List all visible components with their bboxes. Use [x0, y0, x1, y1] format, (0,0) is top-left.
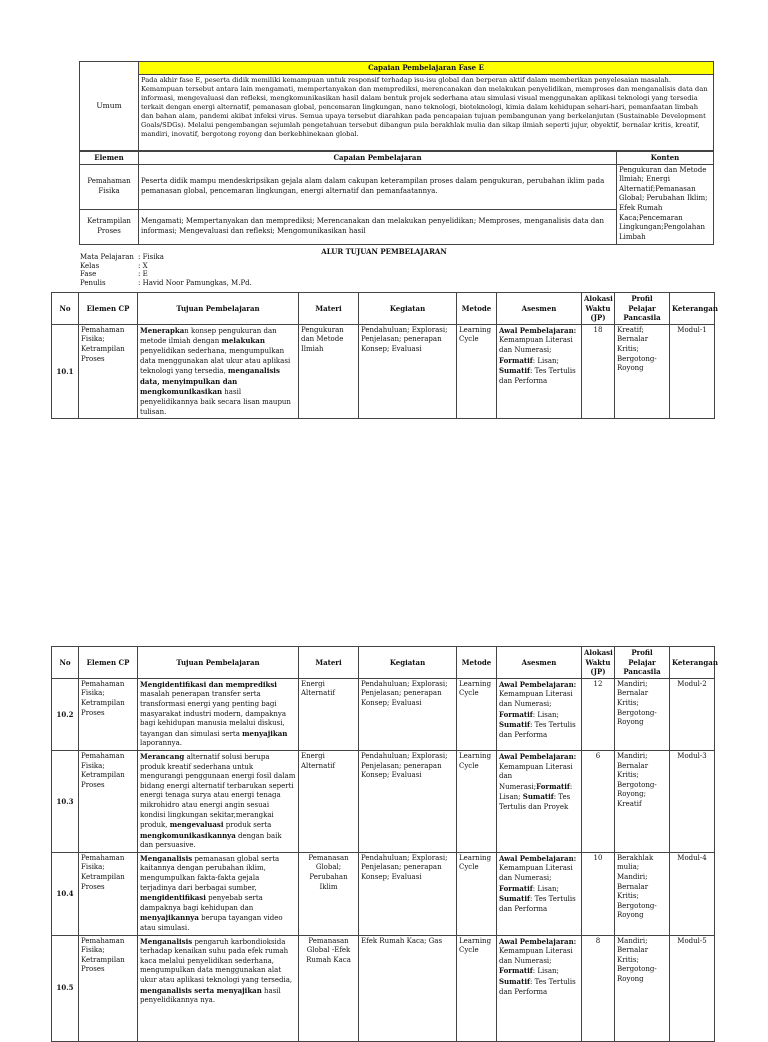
- tujuan-bold: Mengidentifikasi dan memprediksi: [140, 679, 277, 689]
- header-materi: Materi: [299, 647, 359, 679]
- header-alokasi: Alokasi Waktu (JP): [582, 647, 615, 679]
- tujuan-text: masalah penerapan transfer serta transformasi energi yang penting bagi masyarakat industri modern, dampaknya bagi kehidupan manusia melalui diskusi, tayangan dan simulasi serta: [140, 690, 287, 738]
- asesmen-bold: Sumatif: [499, 720, 530, 730]
- tujuan-bold: menyajikannya: [140, 913, 199, 923]
- row-elemen: Pemahaman Fisika; Ketrampilan Proses: [79, 678, 138, 750]
- header-no: No: [52, 647, 79, 679]
- asesmen-bold: Awal Pembelajaran:: [499, 853, 577, 863]
- asesmen-text: : Lisan;: [499, 782, 573, 802]
- header-ket: Keterangan: [670, 647, 715, 679]
- row-ket: Modul-3: [670, 750, 715, 852]
- asesmen-text: Kemampuan Literasi dan Numerasi;: [499, 864, 573, 883]
- header-asesmen: Asesmen: [497, 293, 582, 325]
- asesmen-text: : Lisan;: [532, 710, 559, 719]
- asesmen-bold: Sumatif: [499, 894, 530, 904]
- row-materi: Pemanasan Global -Efek Rumah Kaca: [299, 935, 359, 1041]
- meta-row: [80, 279, 252, 288]
- row-asesmen: [497, 750, 582, 852]
- row-number: 10.5: [52, 935, 79, 1041]
- row-kegiatan: Pendahuluan; Explorasi; Penjelasan; penerapan Konsep; Evaluasi: [359, 678, 457, 750]
- meta-row: [80, 270, 252, 279]
- tujuan-text: hasil penyelidikannya baik secara lisan maupun tulisan.: [140, 388, 291, 416]
- row-number: 10.2: [52, 678, 79, 750]
- meta-value: : X: [138, 261, 148, 270]
- header-profil: Profil Pelajar Pancasila: [615, 293, 670, 325]
- asesmen-bold: Awal Pembelajaran:: [499, 751, 577, 761]
- elemen-ketrampilan: Ketrampilan Proses: [80, 209, 139, 244]
- meta-key: Mata Pelajaran: [80, 253, 134, 261]
- asesmen-bold: Sumatif: [522, 792, 554, 802]
- asesmen-text: : Tes Tertulis dan Proyek: [499, 793, 571, 811]
- table-row: [52, 935, 715, 1041]
- asesmen-text: Kemampuan Literasi dan Numerasi;: [499, 762, 573, 791]
- tujuan-text: n konsep pengukuran dan metode ilmiah dengan: [140, 326, 277, 346]
- tujuan-text: pengaruh karbondioksida terhadap kenaikan suhu pada efek rumah kaca melalui penyelidikan sederhana, mengumpulkan data menggunakan alat ukur atau aplikasi teknologi yang tersedia,: [140, 937, 293, 984]
- table-row: [52, 678, 715, 750]
- row-jp: 12: [582, 678, 615, 750]
- header-kegiatan: Kegiatan: [359, 293, 457, 325]
- asesmen-text: : Lisan;: [532, 884, 559, 893]
- row-metode: Learning Cycle: [457, 324, 497, 418]
- asesmen-bold: Sumatif: [499, 977, 530, 986]
- asesmen-text: : Tes Tertulis dan Performa: [499, 895, 576, 913]
- asesmen-bold: Awal Pembelajaran:: [499, 325, 577, 335]
- row-jp: 8: [582, 935, 615, 1041]
- table-row: [52, 852, 715, 935]
- fase-heading: Capaian Pembelajaran Fase E: [139, 62, 714, 75]
- asesmen-bold: Awal Pembelajaran:: [499, 936, 577, 946]
- header-tujuan: Tujuan Pembelajaran: [138, 647, 299, 679]
- row-tujuan: [138, 852, 299, 935]
- tujuan-bold: menganalisis serta menyajikan: [140, 985, 262, 995]
- meta-value: : E: [138, 270, 148, 279]
- asesmen-bold: Sumatif: [499, 366, 530, 376]
- row-jp: 6: [582, 750, 615, 852]
- meta-value: : Fisika: [138, 253, 164, 261]
- elemen-header: Elemen: [80, 152, 139, 165]
- row-ket: Modul-4: [670, 852, 715, 935]
- asesmen-bold: Formatif: [536, 781, 570, 791]
- tujuan-text: alternatif solusi berupa produk kreatif sederhana untuk mengurangi penggunaan energi fosil dalam bidang energi alternatif terbarukan seperti energi tenaga surya atau energi tenaga mikrohidro atau energi angin sesuai kondisi lingkungan sekitar,merangkai produk,: [140, 752, 296, 830]
- asesmen-text: Kemampuan Literasi dan Numerasi;: [499, 947, 573, 965]
- row-asesmen: [497, 324, 582, 418]
- asesmen-text: : Tes Tertulis dan Performa: [499, 367, 576, 385]
- tujuan-bold: menyajikan: [242, 728, 288, 738]
- asesmen-text: : Tes Tertulis dan Performa: [499, 978, 576, 996]
- tujuan-text: dengan baik dan persuasive.: [140, 831, 282, 850]
- header-tujuan: Tujuan Pembelajaran: [138, 293, 299, 325]
- asesmen-bold: Formatif: [499, 355, 533, 365]
- tujuan-bold: mengevaluasi: [169, 820, 224, 830]
- row-profil: Berakhlak mulia; Mandiri; Bernalar Kritis; Bergotong-Royong: [615, 852, 670, 935]
- tujuan-bold: menganalisis data, menyimpulkan dan mengkomunikasikan: [140, 366, 280, 397]
- tujuan-text: penyebab serta dampaknya bagi kehidupan dan: [140, 894, 263, 912]
- tujuan-text: penyelidikan sederhana, mengumpulkan data menggunakan alat ukur atau aplikasi teknologi yang tersedia,: [140, 346, 291, 376]
- row-asesmen: [497, 852, 582, 935]
- table-row: [52, 750, 715, 852]
- row-kegiatan: Pendahuluan; Explorasi; Penjelasan; penerapan Konsep; Evaluasi: [359, 852, 457, 935]
- row-ket: Modul-1: [670, 324, 715, 418]
- row-kegiatan: Efek Rumah Kaca; Gas: [359, 935, 457, 1041]
- tujuan-bold: Menganalisis: [140, 853, 193, 863]
- header-metode: Metode: [457, 647, 497, 679]
- row-tujuan: [138, 935, 299, 1041]
- row-elemen: Pemahaman Fisika; Ketrampilan Proses: [79, 935, 138, 1041]
- row-kegiatan: Pendahuluan; Explorasi; Penjelasan; penerapan Konsep; Evaluasi: [359, 750, 457, 852]
- asesmen-text: : Lisan;: [532, 967, 559, 976]
- cp-header: Capaian Pembelajaran: [139, 152, 617, 165]
- asesmen-bold: Awal Pembelajaran:: [499, 679, 577, 689]
- row-kegiatan: Pendahuluan; Explorasi; Penjelasan; penerapan Konsep; Evaluasi: [359, 324, 457, 418]
- atp-table-1: [51, 292, 718, 419]
- asesmen-bold: Formatif: [499, 966, 533, 976]
- row-elemen: Pemahaman Fisika; Ketrampilan Proses: [79, 750, 138, 852]
- row-number: 10.4: [52, 852, 79, 935]
- row-profil: Mandiri; Bernalar Kritis; Bergotong-Royong: [615, 678, 670, 750]
- row-tujuan: [138, 324, 299, 418]
- tujuan-bold: mengkomunikasikannya: [140, 830, 236, 840]
- tujuan-bold: melakukan: [221, 336, 265, 346]
- header-kegiatan: Kegiatan: [359, 647, 457, 679]
- elemen-pemahaman: Pemahaman Fisika: [80, 164, 139, 209]
- row-materi: Energi Alternatif: [299, 750, 359, 852]
- asesmen-text: Kemampuan Literasi dan Numerasi;: [499, 336, 573, 354]
- row-profil: Mandiri; Bernalar Kritis; Bergotong-Royong; Kreatif: [615, 750, 670, 852]
- row-elemen: Pemahaman Fisika; Ketrampilan Proses: [79, 852, 138, 935]
- fase-table: [79, 61, 714, 151]
- row-materi: Energi Alternatif: [299, 678, 359, 750]
- row-metode: Learning Cycle: [457, 678, 497, 750]
- asesmen-text: Kemampuan Literasi dan Numerasi;: [499, 690, 573, 708]
- header-elemen: Elemen CP: [79, 647, 138, 679]
- cp-pemahaman: Peserta didik mampu mendeskripsikan gejala alam dalam cakupan keterampilan proses dalam pengukuran, perubahan iklim pada pemanasan global, pencemaran lingkungan, energi alternatif dan pemanfaatannya.: [139, 164, 617, 209]
- meta-key: Penulis: [80, 278, 106, 287]
- header-materi: Materi: [299, 293, 359, 325]
- table-row: [52, 324, 715, 418]
- cp-ketrampilan: Mengamati; Mempertanyakan dan memprediksi; Merencanakan dan melakukan penyelidikan; Memproses, menganalisis data dan informasi; Mengevaluasi dan refleksi; Mengomunikasikan hasil: [139, 209, 617, 244]
- meta-value: : Havid Noor Pamungkas, M.Pd.: [138, 278, 252, 287]
- asesmen-bold: Formatif: [499, 883, 533, 893]
- meta-row: [80, 262, 252, 271]
- asesmen-text: : Lisan;: [532, 356, 559, 365]
- tujuan-text: hasil penyelidikannya nya.: [140, 986, 281, 1005]
- row-jp: 10: [582, 852, 615, 935]
- header-ket: Keterangan: [670, 293, 715, 325]
- row-asesmen: [497, 678, 582, 750]
- meta-key: Fase: [80, 270, 97, 279]
- row-metode: Learning Cycle: [457, 935, 497, 1041]
- row-elemen: Pemahaman Fisika; Ketrampilan Proses: [79, 324, 138, 418]
- header-no: No: [52, 293, 79, 325]
- tujuan-text: pemanasan global serta kaitannya dengan perubahan iklim, mengumpulkan fakta-fakta gejala terjadinya dari berbagai sumber,: [140, 854, 280, 892]
- row-ket: Modul-5: [670, 935, 715, 1041]
- row-asesmen: [497, 935, 582, 1041]
- tujuan-bold: mengidentifikasi: [140, 893, 206, 903]
- row-profil: Mandiri; Bernalar Kritis; Bergotong-Royong: [615, 935, 670, 1041]
- header-asesmen: Asesmen: [497, 647, 582, 679]
- row-materi: Pemanasan Global; Perubahan Iklim: [299, 852, 359, 935]
- fase-text: Pada akhir fase E, peserta didik memiliki kemampuan untuk responsif terhadap isu-isu global dan berperan aktif dalam memberikan penyelesaian masalah. Kemampuan tersebut antara lain mengamati, mempertanyakan dan memprediksi, merencanakan dan melakukan penyelidikan, memproses dan menganalisis data dan informasi, mengevaluasi dan refleksi, mengkomunikasikan hasil dalam bentuk projek sederhana atau simulasi visual menggunakan aplikasi teknologi yang tersedia terkait dengan energi alternatif, pemanasan global, pencemaran lingkungan, nano teknologi, bioteknologi, kimia dalam kehidupan sehari-hari, pemanfaatan limbah dan bahan alam, pandemi akibat infeksi virus. Semua upaya tersebut diarahkan pada pencapaian tujuan pembangunan yang berkelanjutan (Sustainable Development Goals/SDGs). Melalui pengembangan sejumlah pengetahuan tersebut dibangun pula berakhlak mulia dan sikap ilmiah seperti jujur, obyektif, bernalar kritis, kreatif, mandiri, inovatif, bergotong royong dan berkebhinekaan global.: [139, 74, 714, 150]
- row-number: 10.3: [52, 750, 79, 852]
- row-metode: Learning Cycle: [457, 852, 497, 935]
- row-number: 10.1: [52, 324, 79, 418]
- row-tujuan: [138, 750, 299, 852]
- row-materi: Pengukuran dan Metode Ilmiah: [299, 324, 359, 418]
- fase-label: Umum: [80, 62, 139, 151]
- tujuan-text: produk serta: [223, 821, 272, 830]
- elemen-table: [79, 151, 714, 245]
- header-elemen: Elemen CP: [79, 293, 138, 325]
- atp-table-2: [51, 646, 718, 1042]
- header-alokasi: Alokasi Waktu (JP): [582, 293, 615, 325]
- meta-row: [80, 253, 252, 262]
- row-metode: Learning Cycle: [457, 750, 497, 852]
- row-jp: 18: [582, 324, 615, 418]
- tujuan-bold: Menganalisis: [140, 936, 193, 946]
- tujuan-text: laporannya.: [140, 739, 182, 748]
- row-ket: Modul-2: [670, 678, 715, 750]
- alur-title: ALUR TUJUAN PEMBELAJARAN: [321, 247, 447, 256]
- asesmen-bold: Formatif: [499, 709, 533, 719]
- tujuan-bold: Menerapka: [140, 325, 185, 335]
- row-tujuan: [138, 678, 299, 750]
- row-profil: Kreatif; Bernalar Kritis; Bergotong-Royong: [615, 324, 670, 418]
- asesmen-text: : Tes Tertulis dan Performa: [499, 721, 576, 739]
- meta-key: Kelas: [80, 261, 100, 270]
- konten-cell: Pengukuran dan Metode Ilmiah; Energi Alternatif;Pemanasan Global; Perubahan Iklim; Efek Rumah Kaca;Pencemaran Lingkungan;Pengolahan Limbah: [617, 164, 714, 244]
- header-metode: Metode: [457, 293, 497, 325]
- meta-block: [80, 253, 252, 287]
- header-profil: Profil Pelajar Pancasila: [615, 647, 670, 679]
- tujuan-bold: Merancang: [140, 751, 185, 761]
- tujuan-text: berupa tayangan video atau simulasi.: [140, 914, 283, 933]
- konten-header: Konten: [617, 152, 714, 165]
